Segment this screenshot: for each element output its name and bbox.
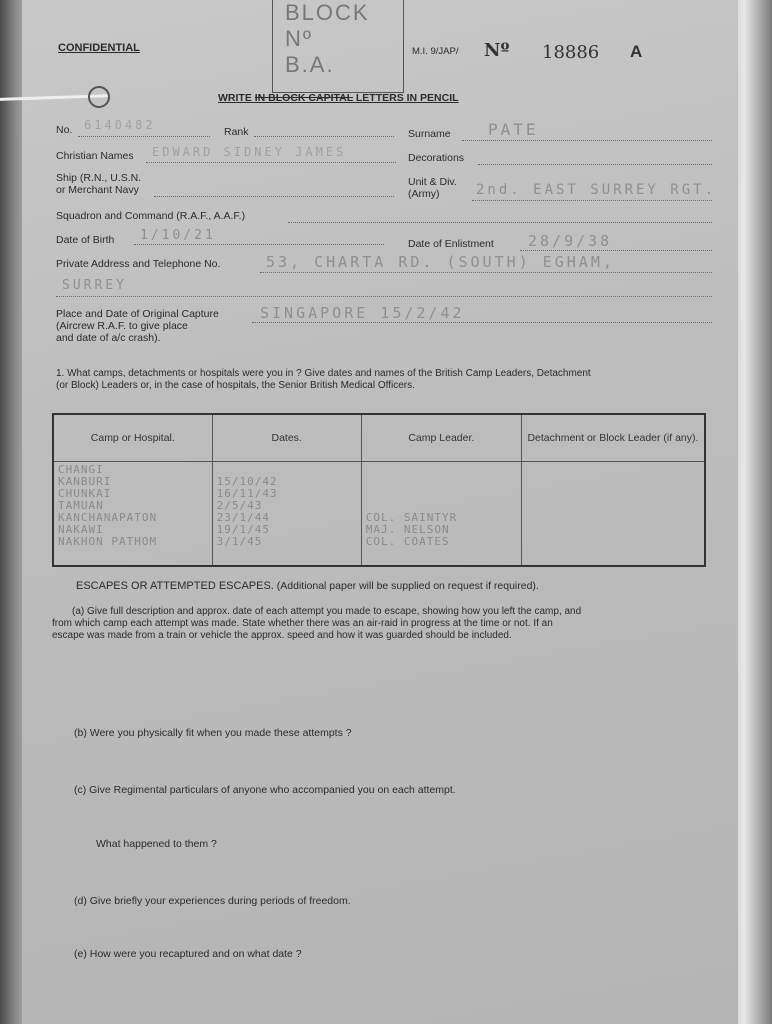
enlistment-label: Date of Enlistment [408,238,494,250]
serial-suffix: A [630,42,643,61]
squadron-label: Squadron and Command (R.A.F., A.A.F.) [56,210,246,222]
escapes-heading-note: (Additional paper will be supplied on request if required). [276,580,539,592]
serial-number: 18886 [542,42,600,63]
christian-names-label: Christian Names [56,150,134,162]
stamp-line-2: Nº [285,26,313,51]
enlistment-value: 28/9/38 [528,232,613,250]
date-cell: 15/10/42 [216,475,278,488]
address-label: Private Address and Telephone No. [56,258,221,270]
question-e: (e) How were you recaptured and on what date ? [74,948,302,960]
christian-names-value: EDWARD SIDNEY JAMES [152,145,347,159]
stamp-line-1: BLOCK [285,0,370,25]
camp-cell: KANBURI [58,475,112,488]
pencil-instruction [218,92,459,104]
capture-label-1: Place and Date of Original Capture [56,308,219,320]
address-value-2: SURREY [62,278,127,293]
leader-cell [366,488,517,500]
escapes-heading-line [76,580,539,592]
question-a-line-1: (a) Give full description and approx. date of each attempt you made to escape, showing how you left the camp, and [72,606,582,617]
escapes-heading: ESCAPES OR ATTEMPTED ESCAPES. [76,580,274,592]
ship-label-1: Ship (R.N., U.S.N. [56,172,142,184]
date-cell: 23/1/44 [216,511,270,524]
camp-column [53,462,212,567]
camp-cell: CHUNKAI [58,487,112,500]
no-value: 6140482 [84,118,156,132]
header-camp-leader: Camp Leader. [361,414,521,462]
questionnaire-page [22,0,738,1024]
unit-label-2: (Army) [408,188,440,200]
date-cell: 2/5/43 [216,499,263,512]
question-b: (b) Were you physically fit when you made these attempts ? [74,727,352,739]
question-c: (c) Give Regimental particulars of anyone who accompanied you on each attempt. [74,784,456,796]
folder-edge-right [732,0,772,1024]
date-cell: 16/11/43 [216,487,278,500]
camp-cell: CHANGI [58,463,104,476]
capture-label-2: (Aircrew R.A.F. to give place [56,320,188,332]
table-row [53,462,705,567]
camps-table-header [53,414,705,462]
instruction-suffix: LETTERS IN PENCIL [355,92,459,104]
camps-table [52,413,706,567]
dob-label: Date of Birth [56,234,115,246]
camp-cell: TAMUAN [58,499,104,512]
header-dates: Dates. [212,414,361,462]
surname-label: Surname [408,128,451,140]
header-detachment: Detachment or Block Leader (if any). [521,414,705,462]
leader-cell: COL. COATES [365,535,450,548]
dates-column [212,462,361,567]
address-value-1: 53, CHARTA RD. (SOUTH) EGHAM, [266,253,615,271]
camp-cell: KANCHANAPATON [58,511,158,524]
rank-label: Rank [224,126,249,138]
number-label: Nº [484,40,510,61]
question-c-followup: What happened to them ? [96,838,217,850]
ship-label-2: or Merchant Navy [56,184,139,196]
capture-label-3: and date of a/c crash). [56,332,161,344]
question-1-line-1: 1. What camps, detachments or hospitals were you in ? Give dates and names of the British Camp Leaders, Detachment [56,368,591,379]
surname-value: PATE [488,120,539,139]
decorations-label: Decorations [408,152,465,164]
leader-column [361,462,521,567]
no-label: No. [56,124,73,136]
binding-ring [88,86,110,108]
capture-value: SINGAPORE 15/2/42 [260,304,465,322]
leader-cell: COL. SAINTYR [365,511,458,524]
header-camp: Camp or Hospital. [53,414,212,462]
question-a-line-2: from which camp each attempt was made. State whether there was an air-raid in progress at the time or not. If an [52,618,553,629]
question-a-line-3: escape was made from a train or vehicle the approx. speed and how it was guarded should be included. [52,630,512,641]
detachment-column [521,462,705,567]
camp-cell: NAKAWI [58,523,104,536]
unit-value: 2nd. EAST SURREY RGT. [476,182,717,198]
date-cell: 19/1/45 [216,523,270,536]
leader-cell: MAJ. NELSON [365,523,450,536]
instruction-struck: IN BLOCK CAPITAL [254,92,353,104]
dob-value: 1/10/21 [140,228,216,243]
leader-cell [366,464,517,476]
block-stamp [272,0,404,93]
question-d: (d) Give briefly your experiences during periods of freedom. [74,895,351,907]
unit-label-1: Unit & Div. [408,176,457,188]
form-reference: M.I. 9/JAP/ [412,46,459,57]
confidential-label: CONFIDENTIAL [58,42,140,54]
camp-cell: NAKHON PATHOM [58,535,158,548]
question-1-line-2: (or Block) Leaders or, in the case of hospitals, the Senior British Medical Officers. [56,380,415,391]
instruction-prefix: WRITE [218,92,252,104]
date-cell: 3/1/45 [216,535,263,548]
stamp-line-3: B.A. [285,52,335,77]
leader-cell [366,476,517,488]
